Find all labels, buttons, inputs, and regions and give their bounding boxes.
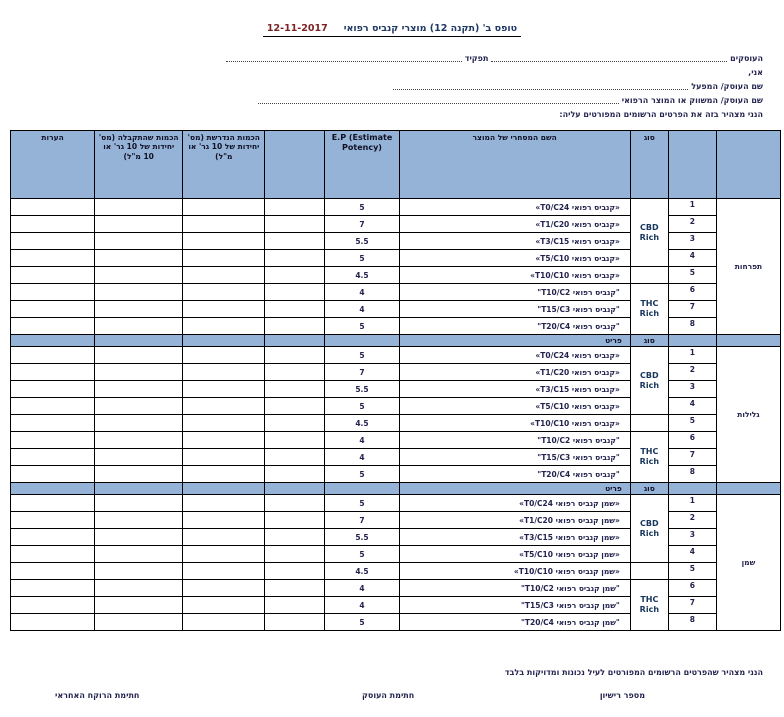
product-name-cell: «קנביס רפואי T0/C24» — [399, 199, 630, 216]
ep-value-cell: 5.5 — [325, 381, 399, 398]
business-name-label: שם העוסק/ המפעל — [691, 82, 763, 91]
type-cbd-cell: CBD Rich — [630, 199, 668, 267]
fill-in-cell — [265, 546, 325, 563]
separator-cell — [668, 335, 716, 347]
ep-value-cell: 4 — [325, 301, 399, 318]
separator-cell — [716, 335, 780, 347]
header-group-cell — [716, 131, 780, 199]
row-number-cell: 6 — [668, 580, 716, 597]
header-ep-cell: E.P (Estimate Potency) — [325, 131, 399, 199]
fill-in-cell — [265, 495, 325, 512]
group-separator-row — [11, 483, 781, 495]
separator-cell — [11, 483, 95, 495]
fill-in-cell — [265, 398, 325, 415]
fill-in-cell — [265, 512, 325, 529]
fill-in-cell — [265, 449, 325, 466]
group-label-cell: תפרחות — [716, 199, 780, 335]
received-qty-cell — [95, 216, 183, 233]
fill-in-cell — [265, 318, 325, 335]
required-qty-cell — [183, 529, 265, 546]
product-row — [11, 563, 781, 580]
ep-value-cell: 4.5 — [325, 267, 399, 284]
row-number-cell: 5 — [668, 563, 716, 580]
product-name-cell: «שמן קנביס רפואי T3/C15» — [399, 529, 630, 546]
required-qty-cell — [183, 614, 265, 631]
required-qty-cell — [183, 432, 265, 449]
required-qty-cell — [183, 449, 265, 466]
received-qty-cell — [95, 398, 183, 415]
required-qty-cell — [183, 216, 265, 233]
products-table-wrap — [10, 130, 781, 631]
dotted-leader — [393, 89, 688, 90]
row-number-cell: 8 — [668, 466, 716, 483]
received-qty-cell — [95, 381, 183, 398]
type-blank-cell — [630, 563, 668, 580]
received-qty-cell — [95, 415, 183, 432]
ep-value-cell: 4 — [325, 597, 399, 614]
fill-in-cell — [265, 415, 325, 432]
notes-cell — [11, 614, 95, 631]
fill-in-cell — [265, 432, 325, 449]
product-row — [11, 415, 781, 432]
ep-value-cell: 5 — [325, 347, 399, 364]
fill-in-cell — [265, 199, 325, 216]
form-title-text: טופס ב' (תקנה 12) מוצרי קנביס רפואי — [343, 23, 518, 34]
separator-cell — [11, 335, 95, 347]
product-name-cell: "קנביס רפואי T10/C2" — [399, 284, 630, 301]
accuracy-declaration: הנני מצהיר שהפרטים הרשומים המפורטים לעיל נכונות ומדויקות בלבד — [504, 668, 763, 677]
required-qty-cell — [183, 381, 265, 398]
row-number-cell: 6 — [668, 432, 716, 449]
notes-cell — [11, 250, 95, 267]
separator-cell — [325, 483, 399, 495]
required-qty-cell — [183, 546, 265, 563]
received-qty-cell — [95, 563, 183, 580]
received-qty-cell — [95, 597, 183, 614]
required-qty-cell — [183, 495, 265, 512]
row-number-cell: 8 — [668, 614, 716, 631]
type-blank-cell — [630, 415, 668, 432]
notes-cell — [11, 347, 95, 364]
notes-cell — [11, 318, 95, 335]
form-line-i — [223, 68, 763, 77]
form-line-dealers — [223, 54, 763, 63]
type-cbd-cell: CBD Rich — [630, 347, 668, 415]
fill-in-cell — [265, 284, 325, 301]
notes-cell — [11, 512, 95, 529]
row-number-cell: 2 — [668, 216, 716, 233]
received-qty-cell — [95, 250, 183, 267]
title-row — [0, 16, 784, 37]
received-qty-cell — [95, 318, 183, 335]
product-name-cell: «שמן קנביס רפואי T10/C10» — [399, 563, 630, 580]
notes-cell — [11, 216, 95, 233]
separator-cell — [668, 483, 716, 495]
notes-cell — [11, 364, 95, 381]
separator-cell — [716, 483, 780, 495]
form-title — [263, 23, 521, 37]
row-number-cell: 2 — [668, 364, 716, 381]
fill-in-cell — [265, 466, 325, 483]
form-line-business-name — [390, 82, 763, 91]
notes-cell — [11, 432, 95, 449]
notes-cell — [11, 381, 95, 398]
header-product-cell: השם המסחרי של המוצר — [399, 131, 630, 199]
type-thc-cell: THC Rich — [630, 284, 668, 335]
fill-in-cell — [265, 233, 325, 250]
notes-cell — [11, 301, 95, 318]
row-number-cell: 1 — [668, 347, 716, 364]
product-name-cell: «קנביס רפואי T1/C20» — [399, 216, 630, 233]
required-qty-cell — [183, 250, 265, 267]
product-name-cell: «שמן קנביס רפואי T1/C20» — [399, 512, 630, 529]
dotted-leader — [258, 103, 619, 104]
received-qty-cell — [95, 495, 183, 512]
ep-value-cell: 5 — [325, 546, 399, 563]
product-row — [11, 267, 781, 284]
row-number-cell: 1 — [668, 199, 716, 216]
fill-in-cell — [265, 364, 325, 381]
header-notes-cell: הערות — [11, 131, 95, 199]
notes-cell — [11, 449, 95, 466]
table-header-row — [11, 131, 781, 199]
notes-cell — [11, 597, 95, 614]
row-number-cell: 5 — [668, 415, 716, 432]
row-number-cell: 8 — [668, 318, 716, 335]
ep-value-cell: 7 — [325, 216, 399, 233]
product-name-cell: "קנביס רפואי T10/C2" — [399, 432, 630, 449]
row-number-cell: 4 — [668, 398, 716, 415]
notes-cell — [11, 466, 95, 483]
header-number-cell — [668, 131, 716, 199]
received-qty-cell — [95, 284, 183, 301]
ep-value-cell: 4 — [325, 432, 399, 449]
fill-in-cell — [265, 347, 325, 364]
row-number-cell: 3 — [668, 529, 716, 546]
type-blank-cell — [630, 267, 668, 284]
declaration-intro-label: הנני מצהיר בזה את הפרטים הרשומים המפורטים עליה: — [559, 110, 763, 119]
received-qty-cell — [95, 466, 183, 483]
product-name-cell: "שמן קנביס רפואי T20/C4" — [399, 614, 630, 631]
product-name-cell: «קנביס רפואי T5/C10» — [399, 250, 630, 267]
group-separator-row — [11, 335, 781, 347]
ep-value-cell: 5 — [325, 614, 399, 631]
i-label: אני, — [748, 68, 763, 77]
product-name-cell: "שמן קנביס רפואי T10/C2" — [399, 580, 630, 597]
product-row — [11, 495, 781, 512]
required-qty-cell — [183, 415, 265, 432]
ep-value-cell: 5 — [325, 199, 399, 216]
required-qty-cell — [183, 512, 265, 529]
group-label-cell: גלילות — [716, 347, 780, 483]
received-qty-cell — [95, 614, 183, 631]
dotted-leader — [226, 61, 462, 62]
received-qty-cell — [95, 267, 183, 284]
dealer-signature-label: חתימת העוסק — [362, 691, 415, 700]
received-qty-cell — [95, 432, 183, 449]
row-number-cell: 3 — [668, 233, 716, 250]
notes-cell — [11, 563, 95, 580]
product-name-cell: «קנביס רפואי T10/C10» — [399, 267, 630, 284]
separator-type-label: סוג — [630, 483, 668, 495]
notes-cell — [11, 284, 95, 301]
received-qty-cell — [95, 512, 183, 529]
ep-value-cell: 4.5 — [325, 563, 399, 580]
product-name-cell: «קנביס רפואי T10/C10» — [399, 415, 630, 432]
received-qty-cell — [95, 580, 183, 597]
received-qty-cell — [95, 233, 183, 250]
notes-cell — [11, 495, 95, 512]
separator-cell — [95, 335, 183, 347]
separator-cell — [265, 483, 325, 495]
received-qty-cell — [95, 546, 183, 563]
fill-in-cell — [265, 216, 325, 233]
product-name-cell: «קנביס רפואי T1/C20» — [399, 364, 630, 381]
fill-in-cell — [265, 614, 325, 631]
ep-value-cell: 7 — [325, 512, 399, 529]
ep-value-cell: 5 — [325, 398, 399, 415]
notes-cell — [11, 580, 95, 597]
required-qty-cell — [183, 580, 265, 597]
row-number-cell: 2 — [668, 512, 716, 529]
ep-value-cell: 5 — [325, 466, 399, 483]
pharmacist-signature-label: חתימת הרוקח האחראי — [55, 691, 140, 700]
product-name-cell: "קנביס רפואי T20/C4" — [399, 466, 630, 483]
fill-in-cell — [265, 597, 325, 614]
notes-cell — [11, 398, 95, 415]
form-title-date: 12-11-2017 — [266, 23, 328, 34]
ep-value-cell: 5.5 — [325, 529, 399, 546]
dotted-leader — [491, 61, 727, 62]
product-row — [11, 580, 781, 597]
received-qty-cell — [95, 347, 183, 364]
notes-cell — [11, 546, 95, 563]
row-number-cell: 4 — [668, 250, 716, 267]
ep-value-cell: 5 — [325, 318, 399, 335]
separator-cell — [325, 335, 399, 347]
separator-cell — [183, 483, 265, 495]
product-name-cell: «קנביס רפואי T5/C10» — [399, 398, 630, 415]
separator-item-label: פריט — [399, 483, 630, 495]
required-qty-cell — [183, 318, 265, 335]
ep-value-cell: 4 — [325, 284, 399, 301]
required-qty-cell — [183, 233, 265, 250]
row-number-cell: 4 — [668, 546, 716, 563]
product-name-cell: "קנביס רפואי T20/C4" — [399, 318, 630, 335]
ep-value-cell: 4 — [325, 449, 399, 466]
product-row — [11, 284, 781, 301]
product-name-cell: «שמן קנביס רפואי T5/C10» — [399, 546, 630, 563]
fill-in-cell — [265, 580, 325, 597]
role-label: תפקיד — [464, 54, 489, 63]
row-number-cell: 6 — [668, 284, 716, 301]
marketer-name-label: שם העוסק/ המשווק או המוצר הרפואי — [621, 96, 763, 105]
product-name-cell: "קנביס רפואי T15/C3" — [399, 449, 630, 466]
required-qty-cell — [183, 466, 265, 483]
required-qty-cell — [183, 563, 265, 580]
fill-in-cell — [265, 301, 325, 318]
dealers-label: העוסקים — [730, 54, 763, 63]
separator-item-label: פריט — [399, 335, 630, 347]
form-line-marketer-name — [255, 96, 763, 105]
required-qty-cell — [183, 364, 265, 381]
received-qty-cell — [95, 199, 183, 216]
required-qty-cell — [183, 347, 265, 364]
type-thc-cell: THC Rich — [630, 580, 668, 631]
notes-cell — [11, 199, 95, 216]
required-qty-cell — [183, 597, 265, 614]
required-qty-cell — [183, 398, 265, 415]
row-number-cell: 7 — [668, 449, 716, 466]
type-cbd-cell: CBD Rich — [630, 495, 668, 563]
fill-in-cell — [265, 381, 325, 398]
received-qty-cell — [95, 364, 183, 381]
received-qty-cell — [95, 301, 183, 318]
header-required-qty-cell: הכמות הנדרשת (מס' יחידות של 10 גר' או מ"ל) — [183, 131, 265, 199]
separator-cell — [265, 335, 325, 347]
product-row — [11, 432, 781, 449]
separator-type-label: סוג — [630, 335, 668, 347]
required-qty-cell — [183, 301, 265, 318]
ep-value-cell: 4.5 — [325, 415, 399, 432]
license-number-label: מספר רישיון — [599, 691, 645, 700]
product-row — [11, 347, 781, 364]
fill-in-cell — [265, 529, 325, 546]
product-row — [11, 199, 781, 216]
row-number-cell: 7 — [668, 301, 716, 318]
separator-cell — [183, 335, 265, 347]
type-thc-cell: THC Rich — [630, 432, 668, 483]
row-number-cell: 5 — [668, 267, 716, 284]
required-qty-cell — [183, 199, 265, 216]
header-received-qty-cell: הכמות שהתקבלה (מס' יחידות של 10 גר' או 10 מ"ל) — [95, 131, 183, 199]
header-fill-in-cell — [265, 131, 325, 199]
product-name-cell: "שמן קנביס רפואי T15/C3" — [399, 597, 630, 614]
form-line-declaration-intro — [223, 110, 763, 119]
notes-cell — [11, 267, 95, 284]
form-header-lines — [223, 54, 763, 124]
separator-cell — [95, 483, 183, 495]
product-name-cell: «קנביס רפואי T3/C15» — [399, 233, 630, 250]
received-qty-cell — [95, 449, 183, 466]
notes-cell — [11, 529, 95, 546]
group-label-cell: שמן — [716, 495, 780, 631]
table-body — [11, 199, 781, 631]
product-name-cell: «שמן קנביס רפואי T0/C24» — [399, 495, 630, 512]
ep-value-cell: 4 — [325, 580, 399, 597]
required-qty-cell — [183, 284, 265, 301]
row-number-cell: 1 — [668, 495, 716, 512]
row-number-cell: 3 — [668, 381, 716, 398]
product-name-cell: "קנביס רפואי T15/C3" — [399, 301, 630, 318]
fill-in-cell — [265, 250, 325, 267]
products-table — [10, 130, 781, 631]
ep-value-cell: 7 — [325, 364, 399, 381]
ep-value-cell: 5 — [325, 495, 399, 512]
notes-cell — [11, 415, 95, 432]
header-type-cell: סוג — [630, 131, 668, 199]
ep-value-cell: 5.5 — [325, 233, 399, 250]
received-qty-cell — [95, 529, 183, 546]
notes-cell — [11, 233, 95, 250]
fill-in-cell — [265, 563, 325, 580]
product-name-cell: «קנביס רפואי T3/C15» — [399, 381, 630, 398]
fill-in-cell — [265, 267, 325, 284]
product-name-cell: «קנביס רפואי T0/C24» — [399, 347, 630, 364]
row-number-cell: 7 — [668, 597, 716, 614]
ep-value-cell: 5 — [325, 250, 399, 267]
required-qty-cell — [183, 267, 265, 284]
